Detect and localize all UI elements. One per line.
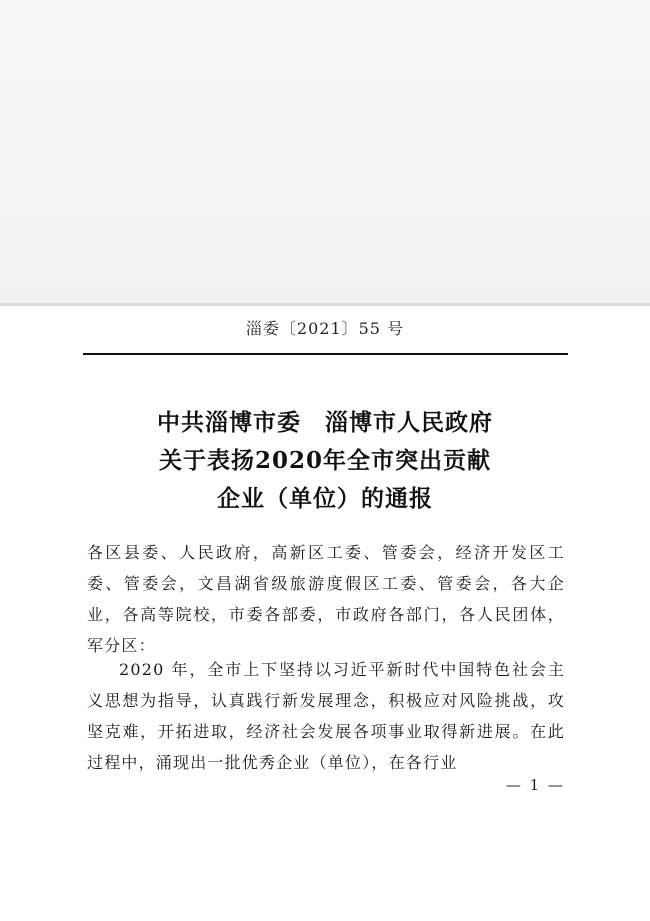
title-line-1: 中共淄博市委 淄博市人民政府 (157, 409, 493, 436)
body-paragraph-1: 2020 年，全市上下坚持以习近平新时代中国特色社会主义思想为指导，认真践行新发展理念，积极应对风险挑战，攻坚克难，开拓进取，经济社会发展各项事业取得新进展。在此过程中，涌现出一批优秀企业（单位），在各行业 (87, 660, 565, 772)
header-divider (83, 353, 568, 355)
page-number: — 1 — (505, 776, 565, 794)
title-line-2: 关于表扬2020年全市突出贡献 (158, 447, 491, 474)
addressee-paragraph: 各区县委、人民政府，高新区工委、管委会，经济开发区工委、管委会，文昌湖省级旅游度假区工委、管委会，各大企业，各高等院校，市委各部委，市政府各部门，各人民团体，军分区： (87, 543, 565, 655)
title-line-3: 企业（单位）的通报 (217, 485, 433, 512)
document-number: 淄委〔2021〕55 号 (245, 319, 405, 338)
overleaf-page-area (0, 0, 650, 306)
page-fold-line (0, 303, 650, 305)
document-title (0, 404, 650, 518)
